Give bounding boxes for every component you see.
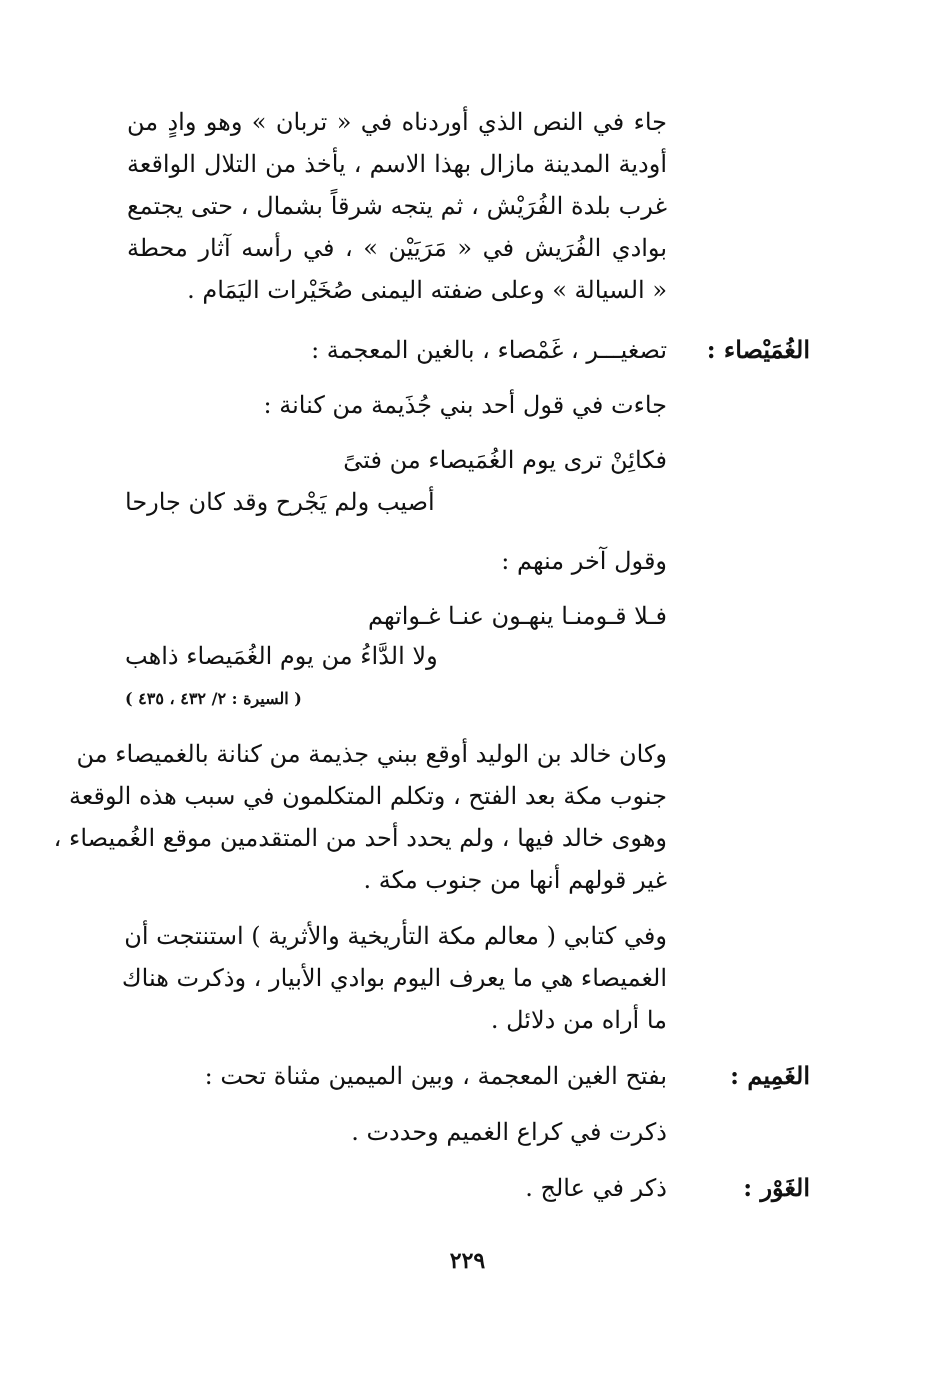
verse-2-first-hemistich: فـلا قـومنـا ينهـون عنـا غـواتهم — [368, 602, 667, 630]
entry-term-ghawr: الغَوْر : — [743, 1173, 810, 1202]
entry3-definition: ذكر في عالج . — [525, 1174, 667, 1202]
quote-intro: جاءت في قول أحد بني جُذَيمة من كنانة : — [263, 391, 667, 419]
verse-1-second-hemistich: أصيب ولم يَجْرح وقد كان جارحا — [125, 488, 435, 516]
entry-term-ghamim: الغَمِيم : — [730, 1061, 810, 1090]
para1-line-1: وكان خالد بن الوليد أوقع ببني جذيمة من كنانة بالغميصاء من — [76, 740, 667, 768]
intro-line-1: جاء في النص الذي أوردناه في « تربان » وهو وادٍ من — [127, 108, 667, 136]
page-number: ٢٢٩ — [449, 1248, 486, 1274]
para1-line-2: جنوب مكة بعد الفتح ، وتكلم المتكلمون في سبب هذه الوقعة — [69, 782, 667, 810]
para2-line-1: وفي كتابي ( معالم مكة التأريخية والأثرية ) استنتجت أن — [124, 922, 667, 950]
intro-line-3: غرب بلدة الفُرَيْش ، ثم يتجه شرقاً بشمال ، حتى يجتمع — [127, 192, 667, 220]
entry-term-ghumaysa: الغُمَيْصاء : — [706, 335, 810, 364]
para1-line-3: وهوى خالد فيها ، ولم يحدد أحد من المتقدمين موقع الغُميصاء ، — [53, 824, 667, 852]
verse-1-first-hemistich: فكائِنْ ترى يوم الغُمَيصاء من فتىً — [343, 446, 667, 474]
quote2-intro: وقول آخر منهم : — [501, 547, 667, 575]
para1-line-4: غير قولهم أنها من جنوب مكة . — [363, 866, 667, 894]
intro-line-5: « السيالة » وعلى ضفته اليمنى صُخَيْرات اليَمَام . — [187, 276, 667, 304]
citation: ( السيرة : ٢/ ٤٣٢ ، ٤٣٥ ) — [125, 689, 302, 708]
entry2-definition: بفتح الغين المعجمة ، وبين الميمين مثناة تحت : — [204, 1062, 667, 1090]
entry-definition: تصغيـــر ، غَمْصاء ، بالغين المعجمة : — [311, 336, 667, 364]
intro-line-2: أودية المدينة مازال بهذا الاسم ، يأخذ من التلال الواقعة — [127, 150, 667, 178]
para2-line-2: الغميصاء هي ما يعرف اليوم بوادي الأبيار ، وذكرت هناك — [121, 964, 667, 992]
verse-2-second-hemistich: ولا الدَّاءُ من يوم الغُمَيصاء ذاهب — [125, 642, 438, 670]
entry2-line-2: ذكرت في كراع الغميم وحددت . — [351, 1118, 667, 1146]
para2-line-3: ما أراه من دلائل . — [490, 1006, 667, 1034]
intro-line-4: بوادي الفُرَيش في « مَرَيَيْن » ، في رأسه آثار محطة — [127, 234, 667, 262]
